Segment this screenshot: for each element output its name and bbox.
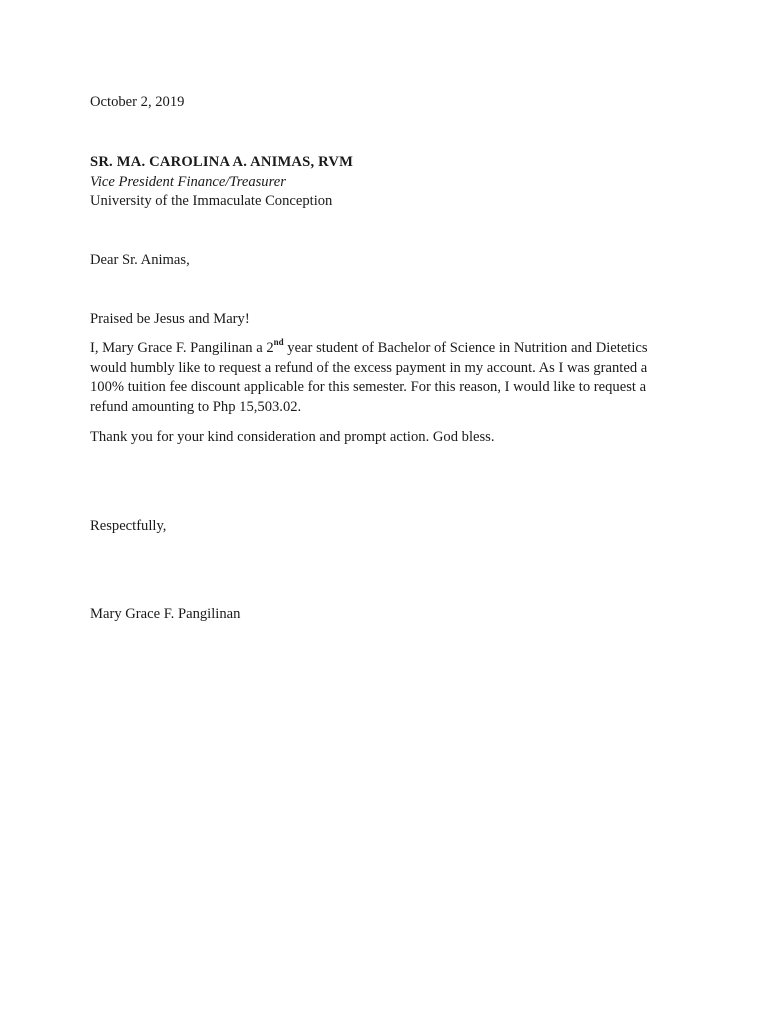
recipient-institution: University of the Immaculate Conception bbox=[90, 193, 333, 209]
body-line-3: 100% tuition fee discount applicable for this semester. For this reason, I would like to request a bbox=[90, 379, 647, 396]
greeting-line: Praised be Jesus and Mary! bbox=[90, 311, 250, 327]
body-line-2: would humbly like to request a refund of the excess payment in my account. As I was granted a bbox=[90, 359, 648, 376]
body-line-1-start: I, Mary Grace F. Pangilinan a 2 bbox=[90, 340, 274, 356]
recipient-name: SR. MA. CAROLINA A. ANIMAS, RVM bbox=[90, 154, 354, 170]
body-line-1-end: year student of Bachelor of Science in Nutrition and Dietetics bbox=[283, 340, 648, 356]
body-line-1 bbox=[90, 339, 680, 359]
thanks-line: Thank you for your kind consideration and prompt action. God bless. bbox=[90, 429, 495, 445]
body-line-4: refund amounting to Php 15,503.02. bbox=[90, 398, 302, 415]
signature-name: Mary Grace F. Pangilinan bbox=[90, 606, 241, 622]
ordinal-superscript: nd bbox=[273, 337, 284, 348]
body-paragraph bbox=[90, 339, 680, 417]
salutation: Dear Sr. Animas, bbox=[90, 252, 190, 268]
letter-date: October 2, 2019 bbox=[90, 94, 185, 110]
recipient-title: Vice President Finance/Treasurer bbox=[90, 174, 286, 190]
closing: Respectfully, bbox=[90, 518, 167, 534]
